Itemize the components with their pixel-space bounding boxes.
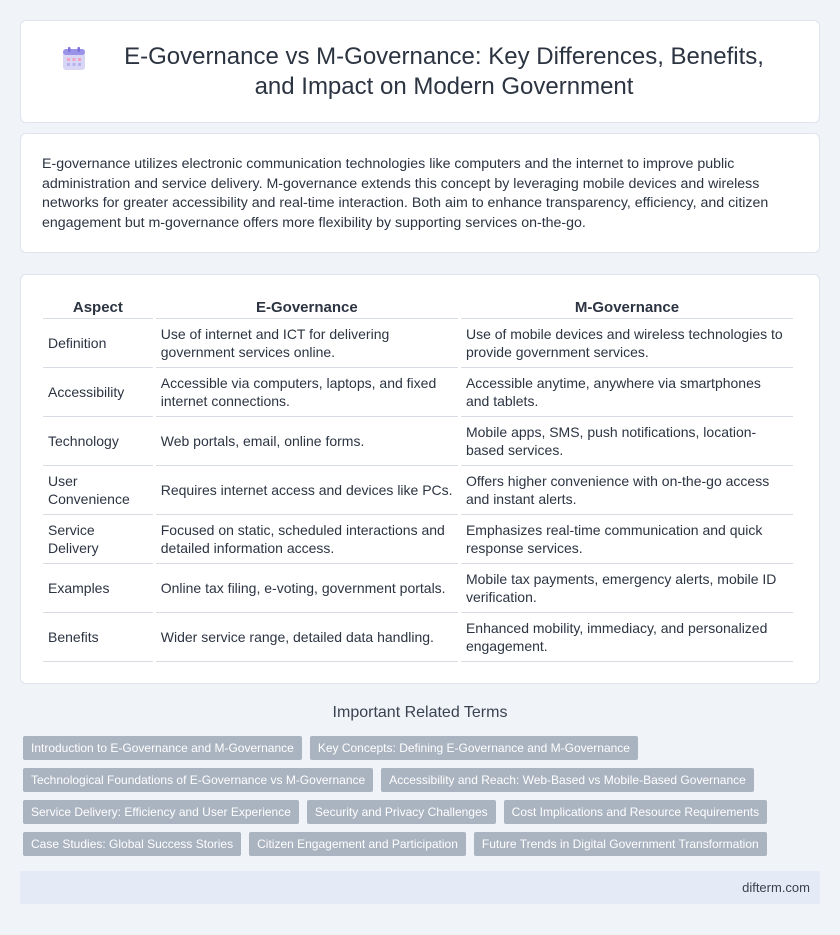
e-governance-cell: Online tax filing, e-voting, government portals. [156,564,458,613]
aspect-cell: Service Delivery [43,515,153,564]
related-terms-list [23,736,823,864]
e-governance-cell: Wider service range, detailed data handling. [156,613,458,662]
table-row [43,417,793,466]
e-governance-cell: Requires internet access and devices like PCs. [156,466,458,515]
e-governance-cell: Use of internet and ICT for delivering government services online. [156,319,458,368]
tag-row [23,768,823,792]
m-governance-cell: Emphasizes real-time communication and quick response services. [461,515,793,564]
m-governance-cell: Mobile tax payments, emergency alerts, mobile ID verification. [461,564,793,613]
aspect-cell: Benefits [43,613,153,662]
title-wrap [61,42,779,102]
comparison-card [20,274,820,684]
table-row [43,319,793,368]
table-row [43,613,793,662]
footer-site-name: difterm.com [20,871,820,904]
title-card [20,20,820,123]
table-row [43,466,793,515]
page-title: E-Governance vs M-Governance: Key Differences, Benefits, and Impact on Modern Government [124,42,764,100]
tag-row [23,736,823,760]
intro-paragraph: E-governance utilizes electronic communication technologies like computers and the internet to improve public administration and service delivery. M-governance extends this concept by leveraging mobile devices and wireless networks for greater accessibility and real-time interaction. Both aim to enhance transparency, efficiency, and citizen engagement but m-governance offers more flexibility by supporting services on-the-go. [42,156,769,231]
tag-row [23,832,823,856]
related-term-link[interactable]: Technological Foundations of E-Governance vs M-Governance [23,768,373,792]
m-governance-cell: Offers higher convenience with on-the-go access and instant alerts. [461,466,793,515]
related-term-link[interactable]: Cost Implications and Resource Requirements [504,800,767,824]
related-term-link[interactable]: Future Trends in Digital Government Transformation [474,832,767,856]
m-governance-cell: Mobile apps, SMS, push notifications, location-based services. [461,417,793,466]
e-governance-cell: Accessible via computers, laptops, and fixed internet connections. [156,368,458,417]
header-m-governance: M-Governance [461,295,793,319]
related-term-link[interactable]: Security and Privacy Challenges [307,800,496,824]
comparison-table [40,295,796,662]
e-governance-cell: Focused on static, scheduled interactions and detailed information access. [156,515,458,564]
tag-row [23,800,823,824]
header-aspect: Aspect [43,295,153,319]
related-term-link[interactable]: Introduction to E-Governance and M-Governance [23,736,302,760]
m-governance-cell: Use of mobile devices and wireless technologies to provide government services. [461,319,793,368]
aspect-cell: Definition [43,319,153,368]
related-term-link[interactable]: Citizen Engagement and Participation [249,832,466,856]
m-governance-cell: Accessible anytime, anywhere via smartphones and tablets. [461,368,793,417]
e-governance-cell: Web portals, email, online forms. [156,417,458,466]
header-e-governance: E-Governance [156,295,458,319]
table-row [43,564,793,613]
intro-card [20,133,820,253]
table-row [43,368,793,417]
related-term-link[interactable]: Key Concepts: Defining E-Governance and M-Governance [310,736,638,760]
aspect-cell: Accessibility [43,368,153,417]
aspect-cell: User Convenience [43,466,153,515]
document-icon [61,46,87,72]
aspect-cell: Technology [43,417,153,466]
table-row [43,515,793,564]
related-term-link[interactable]: Service Delivery: Efficiency and User Experience [23,800,299,824]
aspect-cell: Examples [43,564,153,613]
m-governance-cell: Enhanced mobility, immediacy, and personalized engagement. [461,613,793,662]
related-term-link[interactable]: Case Studies: Global Success Stories [23,832,241,856]
related-terms-title: Important Related Terms [332,704,508,721]
table-header-row [43,295,793,319]
related-term-link[interactable]: Accessibility and Reach: Web-Based vs Mobile-Based Governance [381,768,754,792]
